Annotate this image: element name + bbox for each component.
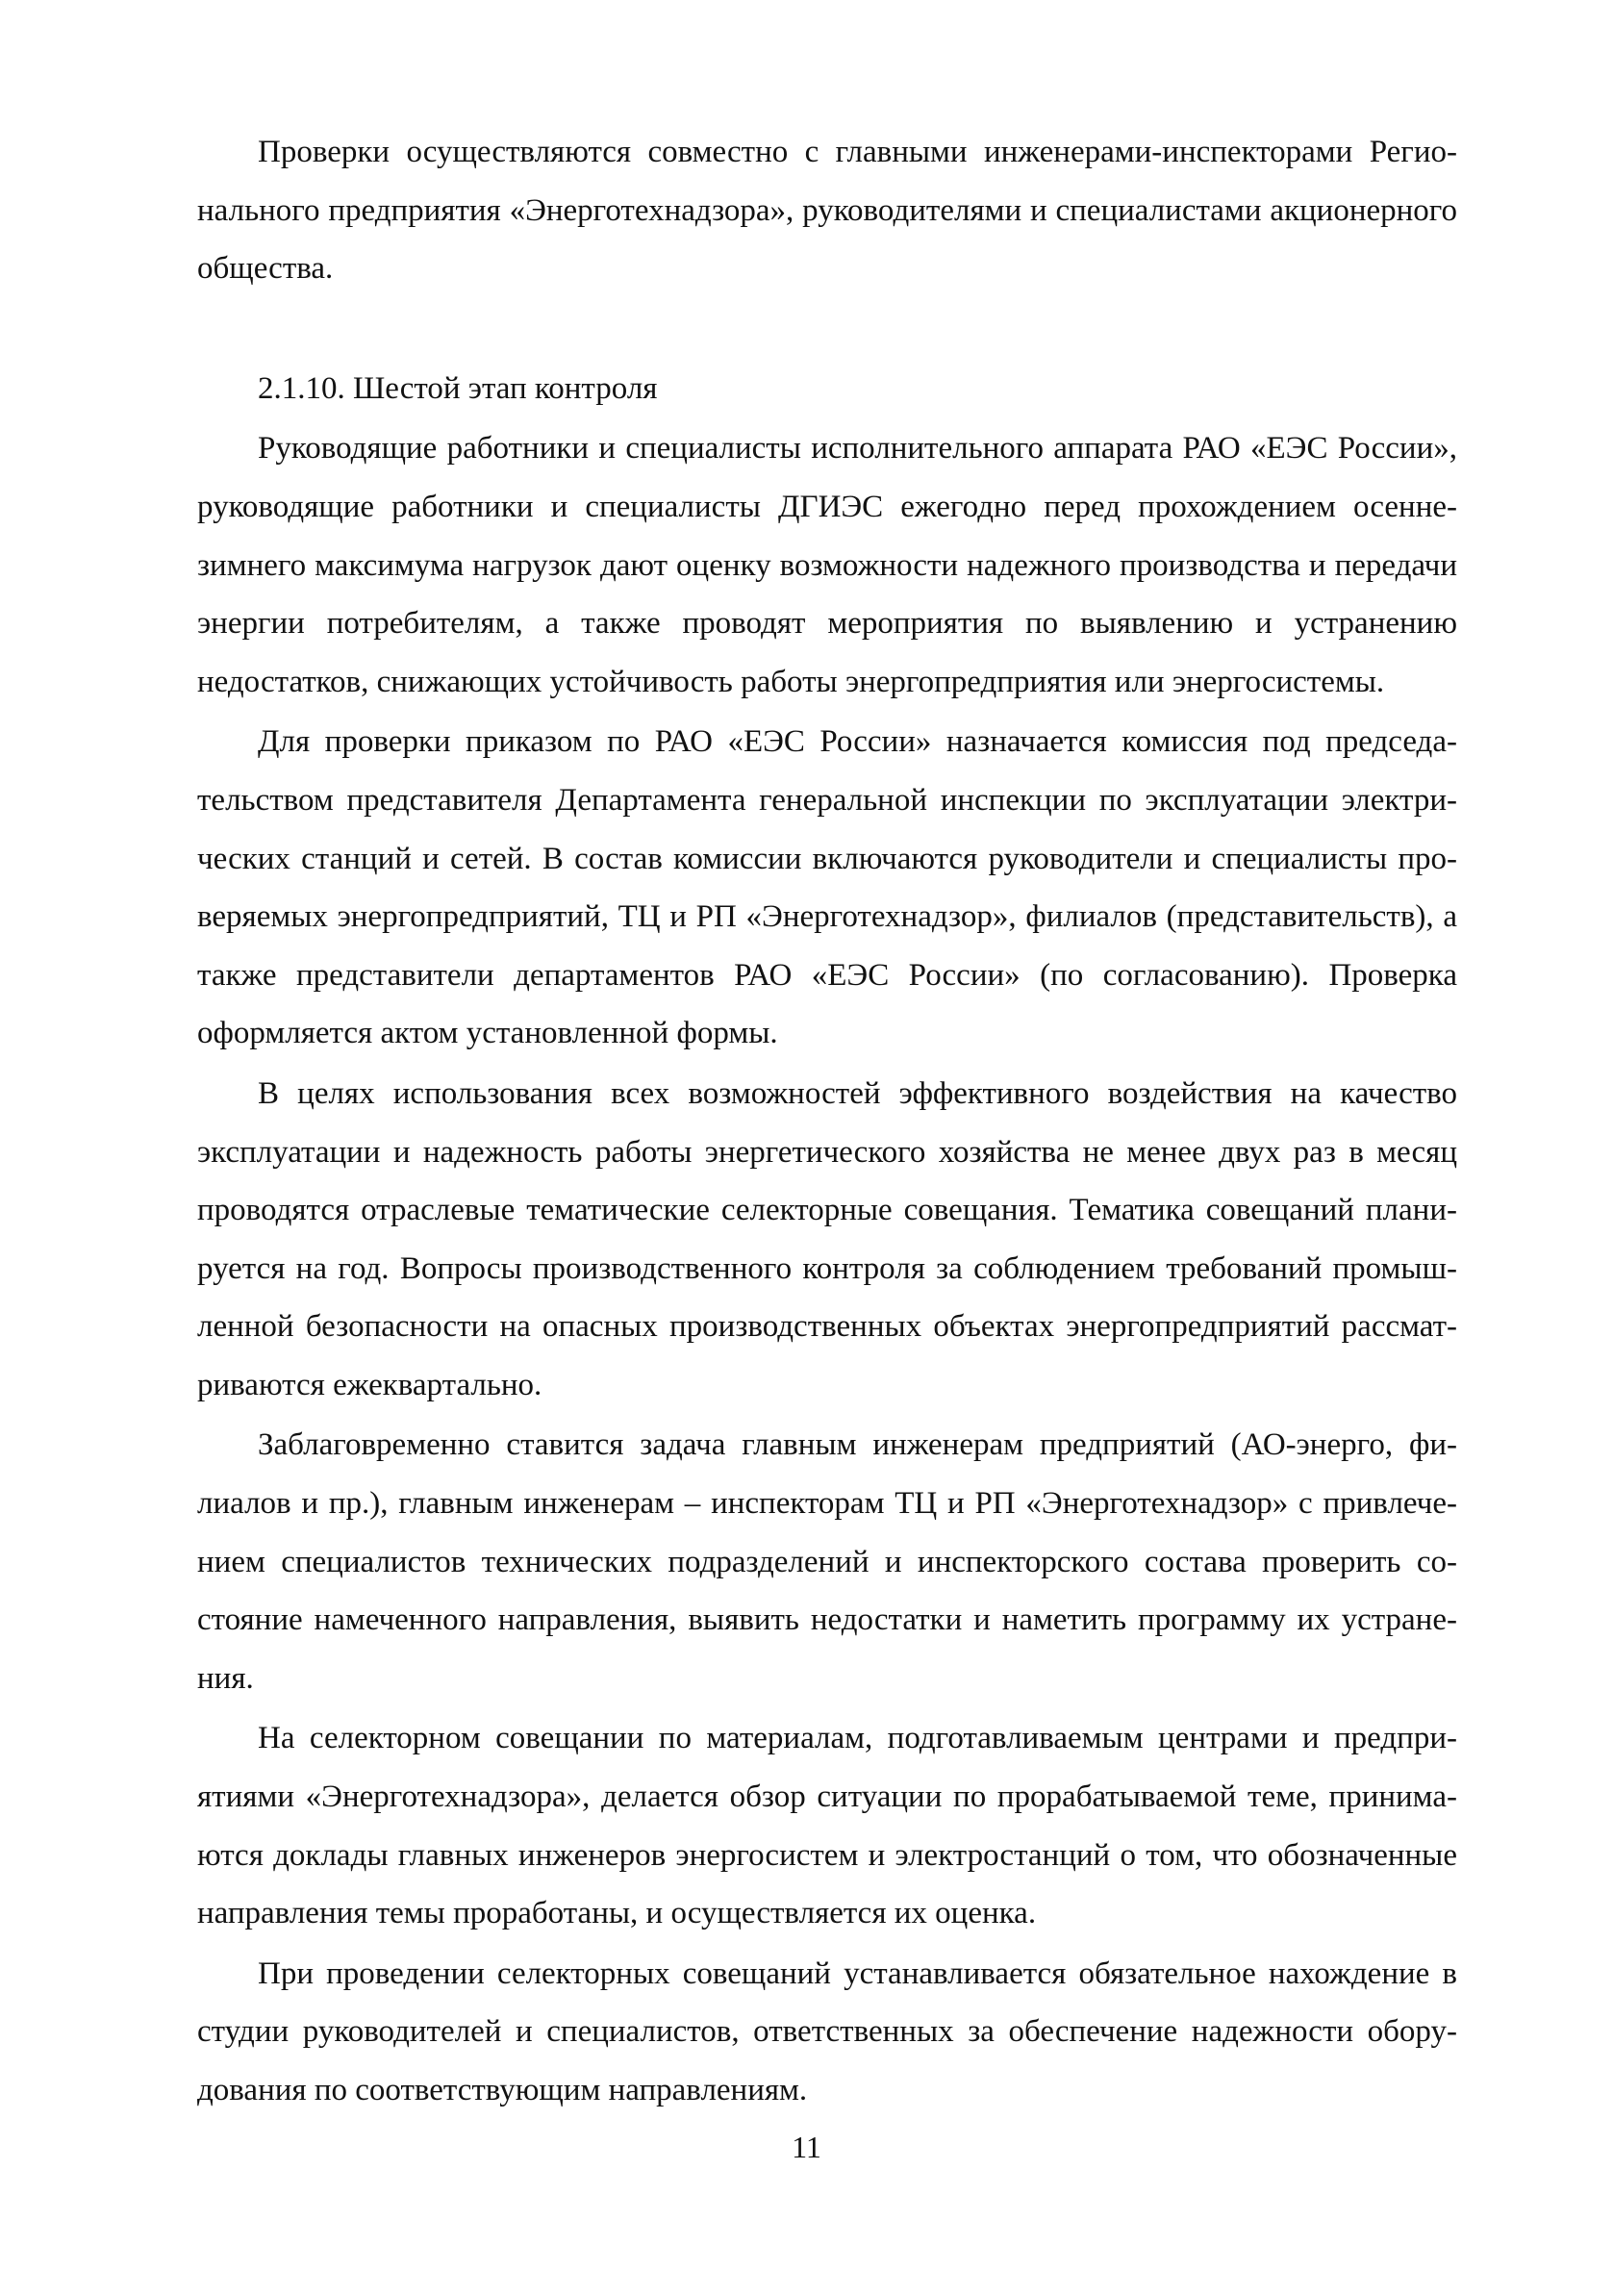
section-heading: 2.1.10. Шестой этап контроля: [258, 370, 658, 406]
document-page: [197, 123, 1457, 2120]
paragraph-studio-presence: При проведении селекторных совещаний устанавливается обязательное нахождение в студии руководителей и специалистов, ответственных за обеспечение надежности оборудования по соответствующим направлениям.: [197, 1955, 1457, 2107]
paragraph-commission: Для проверки приказом по РАО «ЕЭС России» назначается комиссия под председательством представителя Департамента генеральной инспекции по эксплуатации электрических станций и сетей. В состав комиссии включаются руководители и специалисты проверяемых энергопредприятий, ТЦ и РП «Энерготехнадзор», филиалов (представительств), а также представители департаментов РАО «ЕЭС России» (по согласованию). Проверка оформляется актом установленной формы.: [197, 724, 1457, 1051]
page-number: 11: [792, 2130, 821, 2164]
paragraph-management: Руководящие работники и специалисты исполнительного аппарата РАО «ЕЭС России», руководящие работники и специалисты ДГИЭС ежегодно перед прохождением осенне-зимнего максимума нагрузок дают оценку возможности надежного производства и передачи энергии потребителям, а также проводят мероприятия по выявлению и устранению недостатков, снижающих устойчивость работы энергопредприятия или энергосистемы.: [197, 431, 1457, 699]
paragraph-inspections: Проверки осуществляются совместно с главными инженерами-инспекторами Регионального предприятия «Энерготехнадзора», руководителями и специалистами акционерного общества.: [197, 135, 1457, 287]
paragraph-meeting-review: На селекторном совещании по материалам, подготавливаемым центрами и предприятиями «Энерготехнадзора», делается обзор ситуации по прорабатываемой теме, принимаются доклады главных инженеров энергосистем и электростанций о том, что обозначенные направления темы проработаны, и осуществляется их оценка.: [197, 1721, 1457, 1931]
paragraph-task-setting: Заблаговременно ставится задача главным инженерам предприятий (АО-энерго, филиалов и пр.), главным инженерам – инспекторам ТЦ и РП «Энерготехнадзор» с привлечением специалистов технических подразделений и инспекторского состава проверить состояние намеченного направления, выявить недостатки и наметить программу их устранения.: [197, 1427, 1457, 1696]
paragraph-selector-meetings: В целях использования всех возможностей эффективного воздействия на качество эксплуатации и надежность работы энергетического хозяйства не менее двух раз в месяц проводятся отраслевые тематические селекторные совещания. Тематика совещаний планируется на год. Вопросы производственного контроля за соблюдением требований промышленной безопасности на опасных производственных объектах энергопредприятий рассматриваются ежеквартально.: [197, 1075, 1457, 1402]
